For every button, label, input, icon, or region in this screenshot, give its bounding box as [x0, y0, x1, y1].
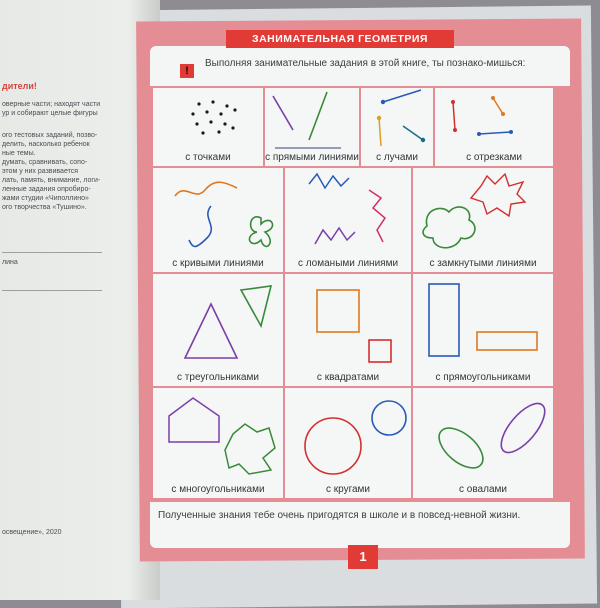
- caption-rays: с лучами: [376, 152, 418, 163]
- caption-polygons: с многоугольниками: [171, 484, 265, 495]
- page-number: 1: [348, 545, 378, 569]
- left-page-line-11: жами студии «Чиполлино»: [2, 195, 89, 202]
- left-page-line-6: ные темы.: [2, 150, 36, 157]
- caption-triangles: с треугольниками: [177, 372, 259, 383]
- left-page-name: лина: [2, 259, 18, 266]
- left-page-footer: освещение», 2020: [2, 529, 62, 536]
- intro-text: Выполняя занимательные задания в этой книге, ты познако-мишься:: [205, 58, 526, 69]
- closed-lines-illustration: [413, 168, 553, 272]
- left-page-line-1: оверные части; находят части: [2, 101, 101, 108]
- circles-illustration: [285, 388, 411, 498]
- page-header: ЗАНИМАТЕЛЬНАЯ ГЕОМЕТРИЯ: [226, 30, 454, 48]
- ovals-illustration: [413, 388, 553, 498]
- rectangles-illustration: [413, 274, 553, 386]
- cell-circles: [285, 388, 411, 498]
- cell-polygons: [153, 388, 283, 498]
- caption-segments: с отрезками: [466, 152, 522, 163]
- caption-broken-lines: с ломаными линиями: [297, 258, 399, 269]
- caption-circles: с кругами: [325, 484, 371, 495]
- left-page-line-12: ого творчества «Тушино».: [2, 204, 87, 211]
- cell-rectangles: [413, 274, 553, 386]
- cell-triangles: [153, 274, 283, 386]
- caption-ovals: с овалами: [459, 484, 507, 495]
- cell-ovals: [413, 388, 553, 498]
- caption-closed-lines: с замкнутыми линиями: [429, 258, 537, 269]
- triangles-illustration: [153, 274, 283, 386]
- left-page-line-7: думать, сравнивать, сопо-: [2, 159, 88, 166]
- left-page-rule-2: [2, 290, 102, 291]
- polygons-illustration: [153, 388, 283, 498]
- cell-rays: [361, 88, 433, 166]
- cell-curves: [153, 168, 283, 272]
- caption-dots: с точками: [185, 152, 231, 163]
- cell-straight-lines: [265, 88, 359, 166]
- broken-lines-illustration: [285, 168, 411, 272]
- cell-dots: [153, 88, 263, 166]
- cell-broken-lines: [285, 168, 411, 272]
- left-page-line-2: ур и собирают целые фигуры: [2, 110, 98, 117]
- caption-curves: с кривыми линиями: [172, 258, 264, 269]
- left-page-line-5: делить, насколько ребенок: [2, 141, 90, 148]
- cell-segments: [435, 88, 553, 166]
- left-page-line-4: ого тестовых заданий, позво-: [2, 132, 98, 139]
- cell-closed-lines: [413, 168, 553, 272]
- closing-text: Полученные знания тебе очень пригодятся в школе и в повсед-невной жизни.: [158, 510, 521, 521]
- left-page-rule: [2, 252, 102, 253]
- squares-illustration: [285, 274, 411, 386]
- left-page-heading: дители!: [2, 81, 37, 91]
- cell-squares: [285, 274, 411, 386]
- curves-illustration: [153, 168, 283, 272]
- left-page-line-10: ленные задания опробиро-: [2, 186, 91, 193]
- exclamation-icon: !: [180, 64, 194, 78]
- caption-rectangles: с прямоугольниками: [435, 372, 531, 383]
- caption-squares: с квадратами: [316, 372, 380, 383]
- caption-straight-lines: с прямыми линиями: [265, 152, 359, 163]
- left-page-line-8: этом у них развивается: [2, 168, 79, 175]
- left-page-line-9: лать, память, внимание, логи-: [2, 177, 101, 184]
